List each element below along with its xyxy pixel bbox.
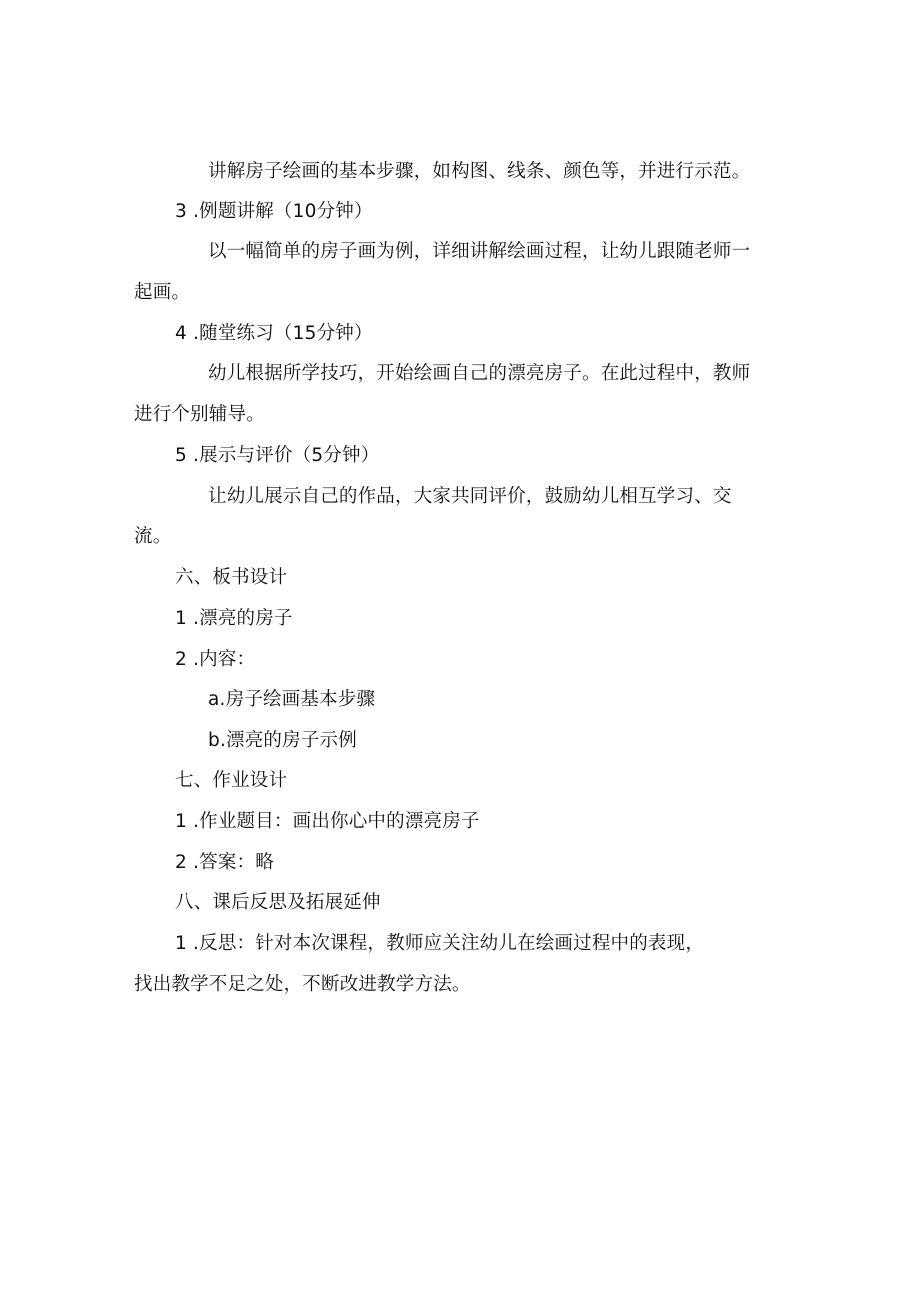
list-item: 1 .漂亮的房子 (175, 608, 293, 629)
list-item: 1 .反思：针对本次课程，教师应关注幼儿在绘画过程中的表现， (175, 933, 705, 954)
paragraph-line: 以一幅简单的房子画为例，详细讲解绘画过程，让幼儿跟随老师一 (208, 241, 751, 262)
section-heading: 七、作业设计 (175, 770, 288, 791)
paragraph-line: 流。 (134, 526, 172, 547)
section-item-heading: 4 .随堂练习（15分钟） (175, 323, 373, 344)
list-item: 2 .内容： (175, 649, 256, 670)
paragraph-line: 起画。 (134, 282, 191, 303)
paragraph-line: 进行个别辅导。 (134, 404, 265, 425)
section-item-heading: 3 .例题讲解（10分钟） (175, 201, 373, 222)
paragraph-line: 找出教学不足之处，不断改进教学方法。 (134, 974, 471, 995)
section-heading: 六、板书设计 (175, 567, 288, 588)
sub-list-item: a.房子绘画基本步骤 (208, 689, 376, 710)
paragraph-line: 让幼儿展示自己的作品，大家共同评价，鼓励幼儿相互学习、交 (208, 486, 732, 507)
section-heading: 八、课后反思及拓展延伸 (175, 892, 381, 913)
list-item: 2 .答案：略 (175, 852, 274, 873)
section-item-heading: 5 .展示与评价（5分钟） (175, 445, 380, 466)
sub-list-item: b.漂亮的房子示例 (208, 730, 357, 751)
paragraph-line: 幼儿根据所学技巧，开始绘画自己的漂亮房子。在此过程中，教师 (208, 363, 751, 384)
list-item: 1 .作业题目：画出你心中的漂亮房子 (175, 811, 480, 832)
paragraph-line: 讲解房子绘画的基本步骤，如构图、线条、颜色等，并进行示范。 (208, 161, 751, 182)
